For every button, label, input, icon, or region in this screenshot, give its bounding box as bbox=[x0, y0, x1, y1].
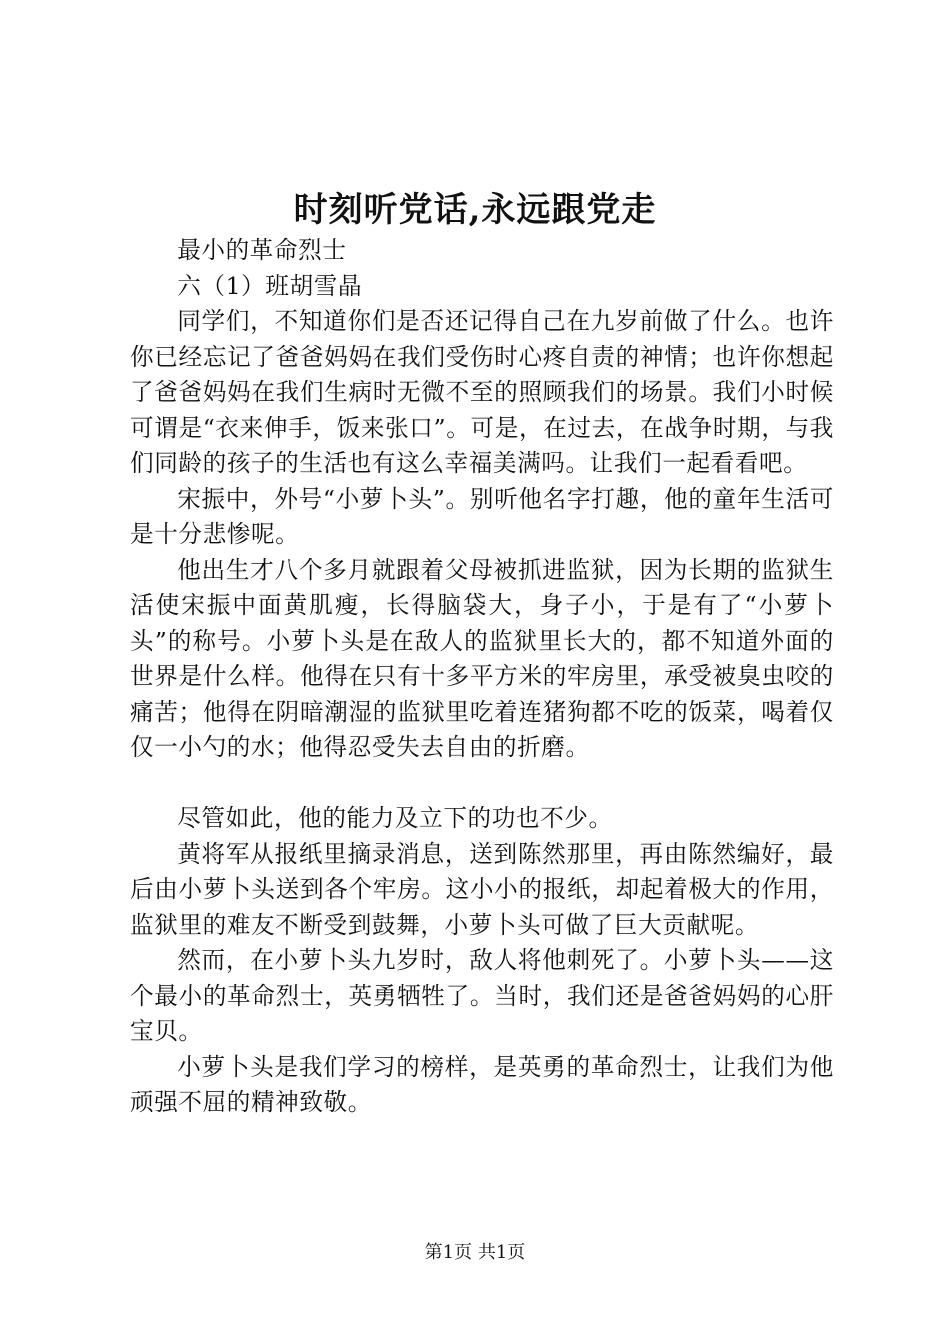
paragraph-2: 宋振中，外号“小萝卜头”。别听他名字打趣，他的童年生活可是十分悲惨呢。 bbox=[130, 484, 834, 548]
paragraph-6: 然而，在小萝卜头九岁时，敌人将他刺死了。小萝卜头——这个最小的革命烈士，英勇牺牲了。当时，我们还是爸爸妈妈的心肝宝贝。 bbox=[130, 946, 834, 1045]
document-body bbox=[130, 233, 834, 1121]
article-heading: 最小的革命烈士 bbox=[177, 236, 347, 264]
paragraph-4: 尽管如此，他的能力及立下的功也不少。 bbox=[177, 804, 613, 832]
page-number: 第1页 共1页 bbox=[424, 1242, 526, 1263]
document-title: 时刻听党话,永远跟党走 bbox=[293, 190, 657, 230]
author-line: 六（1）班胡雪晶 bbox=[177, 271, 363, 300]
paragraph-3: 他出生才八个多月就跟着父母被抓进监狱，因为长期的监狱生活使宋振中面黄肌瘦，长得脑袋大，身子小，于是有了“小萝卜头”的称号。小萝卜头是在敌人的监狱里长大的，都不知道外面的世界是什么样。他得在只有十多平方米的牢房里，承受被臭虫咬的痛苦；他得在阴暗潮湿的监狱里吃着连猪狗都不吃的饭菜，喝着仅仅一小勺的水；他得忍受失去自由的折磨。 bbox=[130, 555, 834, 761]
paragraph-1: 同学们，不知道你们是否还记得自己在九岁前做了什么。也许你已经忘记了爸爸妈妈在我们受伤时心疼自责的神情；也许你想起了爸爸妈妈在我们生病时无微不至的照顾我们的场景。我们小时候可谓是“衣来伸手，饭来张口”。可是，在过去，在战争时期，与我们同龄的孩子的生活也有这么幸福美满吗。让我们一起看看吧。 bbox=[130, 307, 834, 477]
paragraph-5: 黄将军从报纸里摘录消息，送到陈然那里，再由陈然编好，最后由小萝卜头送到各个牢房。这小小的报纸，却起着极大的作用，监狱里的难友不断受到鼓舞，小萝卜头可做了巨大贡献呢。 bbox=[130, 839, 834, 939]
paragraph-7: 小萝卜头是我们学习的榜样，是英勇的革命烈士，让我们为他顽强不屈的精神致敬。 bbox=[130, 1052, 834, 1116]
